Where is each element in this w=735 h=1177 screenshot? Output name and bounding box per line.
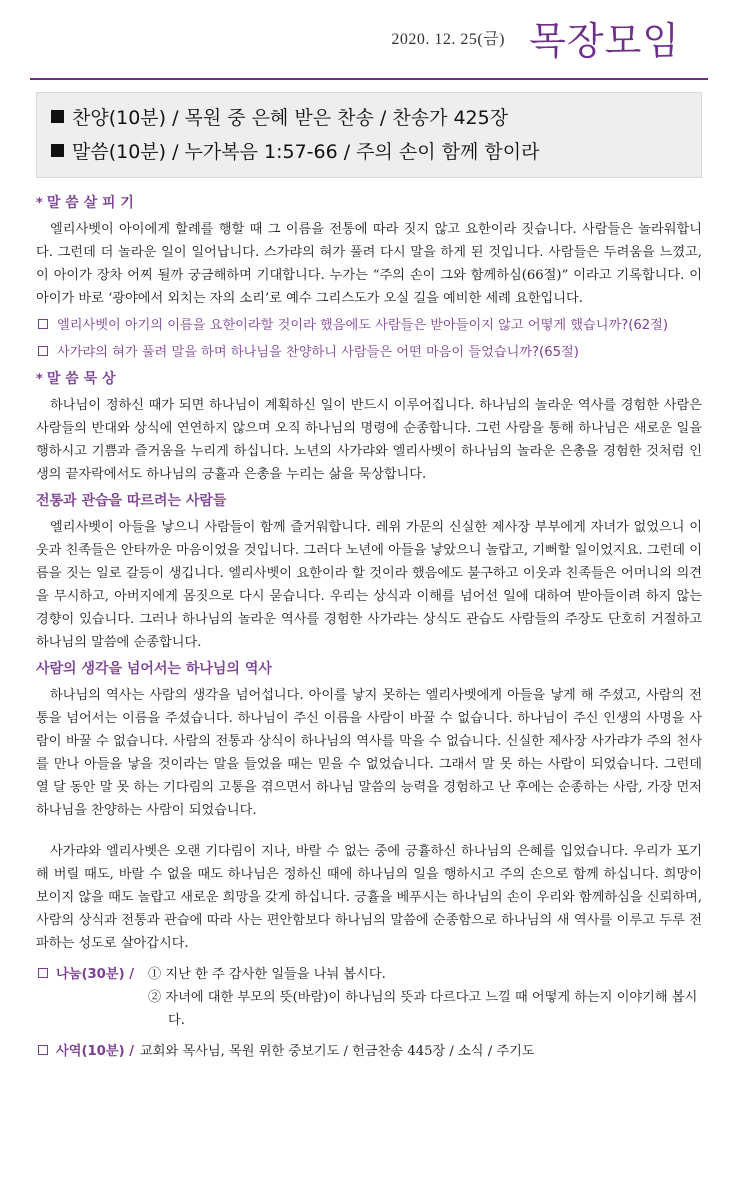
section-heading-observe bbox=[36, 192, 702, 214]
asterisk-icon: * bbox=[36, 372, 43, 387]
agenda-box bbox=[36, 92, 702, 178]
paragraph-spacer bbox=[36, 826, 702, 840]
agenda-line-praise bbox=[51, 101, 687, 135]
ministry-label bbox=[36, 1040, 134, 1063]
observe-paragraph: 엘리사벳이 아이에게 할례를 행할 때 그 이름을 전통에 따라 짓지 않고 요한이라 짓습니다. 사람들은 놀라워합니다. 그런데 더 놀라운 일이 일어납니다. 스가랴의 혀가 풀려 다시 말을 하게 된 것입니다. 사람들은 두려움을 느꼈고, 이 아이가 장차 어찌 될까 궁금해하며 기대합니다. 누가는 “주의 손이 그와 함께하심(66절)” 이라고 기록합니다. 이 아이가 바로 ‘광야에서 외치는 자의 소리’로 예수 그리스도가 오실 길을 예비한 세례 요한입니다. bbox=[36, 222, 702, 306]
ministry-text: 교회와 목사님, 목원 위한 중보기도 / 헌금찬송 445장 / 소식 / 주기도 bbox=[140, 1044, 535, 1059]
title-rule bbox=[30, 78, 708, 80]
checkbox-square-icon bbox=[38, 1045, 48, 1055]
agenda-word-text: 말씀(10분) / 누가복음 1:57-66 / 주의 손이 함께 함이라 bbox=[72, 141, 540, 163]
question-1 bbox=[36, 314, 702, 337]
question-1-text: 엘리사벳이 아기의 이름을 요한이라할 것이라 했음에도 사람들은 받아들이지 않고 어떻게 했습니까?(62절) bbox=[57, 318, 669, 333]
share-row bbox=[36, 963, 702, 1032]
agenda-line-word bbox=[51, 135, 687, 169]
date-label: 2020. 12. 25(금) bbox=[391, 31, 505, 48]
tradition-paragraph: 엘리사벳이 아들을 낳으니 사람들이 함께 즐거워합니다. 레위 가문의 신실한 제사장 부부에게 자녀가 없었으니 이웃과 친족들은 안타까운 마음이었을 것입니다. 그러다 노년에 아들을 낳았으니 놀랍고, 기뻐할 일이었지요. 그런데 이름을 짓는 일로 갈등이 생깁니다. 엘리사벳이 요한이라 할 것이라 했음에도 불구하고 이웃과 친족들은 어머니의 의견을 무시하고, 아버지에게 몸짓으로 다시 묻습니다. 우리는 상식과 이해를 넘어선 일에 대하여 받아들이려 하지 않는 경향이 있습니다. 그러나 하나님의 놀라운 역사를 경험한 사가랴는 상식도 관습도 사람들의 주장도 단호히 거절하고 하나님의 말씀에 순종합니다. bbox=[36, 520, 702, 650]
section-heading-tradition: 전통과 관습을 따르려는 사람들 bbox=[36, 493, 227, 509]
ministry-row bbox=[36, 1040, 702, 1063]
page-title: 목장모임 bbox=[529, 19, 680, 63]
share-label-text: 나눔(30분) / bbox=[56, 967, 135, 982]
section-heading-beyond: 사람의 생각을 넘어서는 하나님의 역사 bbox=[36, 661, 272, 677]
share-item-2: ② 자녀에 대한 부모의 뜻(바람)이 하나님의 뜻과 다르다고 느낄 때 어떻게 하는지 이야기해 봅시다. bbox=[148, 990, 698, 1028]
beyond-paragraph-2: 사가랴와 엘리사벳은 오랜 기다림이 지나, 바랄 수 없는 중에 긍휼하신 하나님의 은혜를 입었습니다. 우리가 포기해 버릴 때도, 바랄 수 없을 때도 하나님은 정하신 때에 하나님의 일을 행하시고 주의 손으로 함께 하십니다. 희망이 보이지 않을 때도 놀랍고 새로운 희망을 갖게 하십니다. 긍휼을 베푸시는 하나님의 손이 우리와 함께하심을 신뢰하며, 사람의 상식과 전통과 관습에 따라 사는 편안함보다 하나님의 말씀에 순종함으로 하나님의 새 역사를 이루고 두루 전파하는 성도로 살아갑시다. bbox=[36, 844, 702, 951]
share-items bbox=[148, 963, 702, 1032]
ministry-label-text: 사역(10분) / bbox=[56, 1044, 135, 1059]
section-heading-meditate bbox=[36, 368, 702, 390]
header bbox=[0, 0, 735, 80]
asterisk-icon: * bbox=[36, 196, 43, 211]
section-heading-text: 말 씀 살 피 기 bbox=[46, 195, 134, 211]
section-heading-text: 말 씀 묵 상 bbox=[46, 371, 116, 387]
square-bullet-icon bbox=[51, 144, 64, 157]
question-2-text: 사가랴의 혀가 풀려 말을 하며 하나님을 찬양하니 사람들은 어떤 마음이 들었습니까?(65절) bbox=[57, 345, 579, 360]
checkbox-square-icon bbox=[38, 319, 48, 329]
main-content bbox=[36, 190, 702, 1063]
checkbox-square-icon bbox=[38, 346, 48, 356]
question-2 bbox=[36, 341, 702, 364]
beyond-paragraph-1: 하나님의 역사는 사람의 생각을 넘어섭니다. 아이를 낳지 못하는 엘리사벳에게 아들을 낳게 해 주셨고, 사람의 전통을 넘어서는 이름을 주셨습니다. 하나님이 주신 이름을 사람이 바꿀 수 없습니다. 하나님이 주신 인생의 사명을 사람이 바꿀 수 없습니다. 사람의 전통과 상식이 하나님의 역사를 막을 수 없습니다. 신실한 제사장 사가랴가 주의 천사를 만나 아들을 낳을 것이라는 말을 들었을 때는 믿을 수 없었습니다. 그래서 말 못 하는 사람이 되었습니다. 그런데 열 달 동안 말 못 하는 기다림의 고통을 겪으면서 하나님 말씀의 능력을 경험하고 난 후에는 순종하는 사람, 가장 먼저 하나님을 찬양하는 사람이 되었습니다. bbox=[36, 688, 702, 818]
share-label bbox=[36, 963, 148, 1032]
share-item-1: ① 지난 한 주 감사한 일들을 나눠 봅시다. bbox=[148, 967, 386, 982]
meditate-paragraph: 하나님이 정하신 때가 되면 하나님이 계획하신 일이 반드시 이루어집니다. 하나님의 놀라운 역사를 경험한 사람은 사람들의 반대와 상식에 연연하지 않으며 오직 하나님의 명령에 순종합니다. 그런 사람을 통해 하나님은 새로운 일을 행하시고 기쁨과 즐거움을 누리게 하십니다. 노년의 사가랴와 엘리사벳이 하나님의 놀라운 은총을 경험한 것처럼 인생의 끝자락에서도 하나님의 긍휼과 은총을 누리는 삶을 묵상합니다. bbox=[36, 398, 702, 482]
checkbox-square-icon bbox=[38, 968, 48, 978]
square-bullet-icon bbox=[51, 110, 64, 123]
agenda-praise-text: 찬양(10분) / 목원 중 은혜 받은 찬송 / 찬송가 425장 bbox=[72, 107, 509, 129]
